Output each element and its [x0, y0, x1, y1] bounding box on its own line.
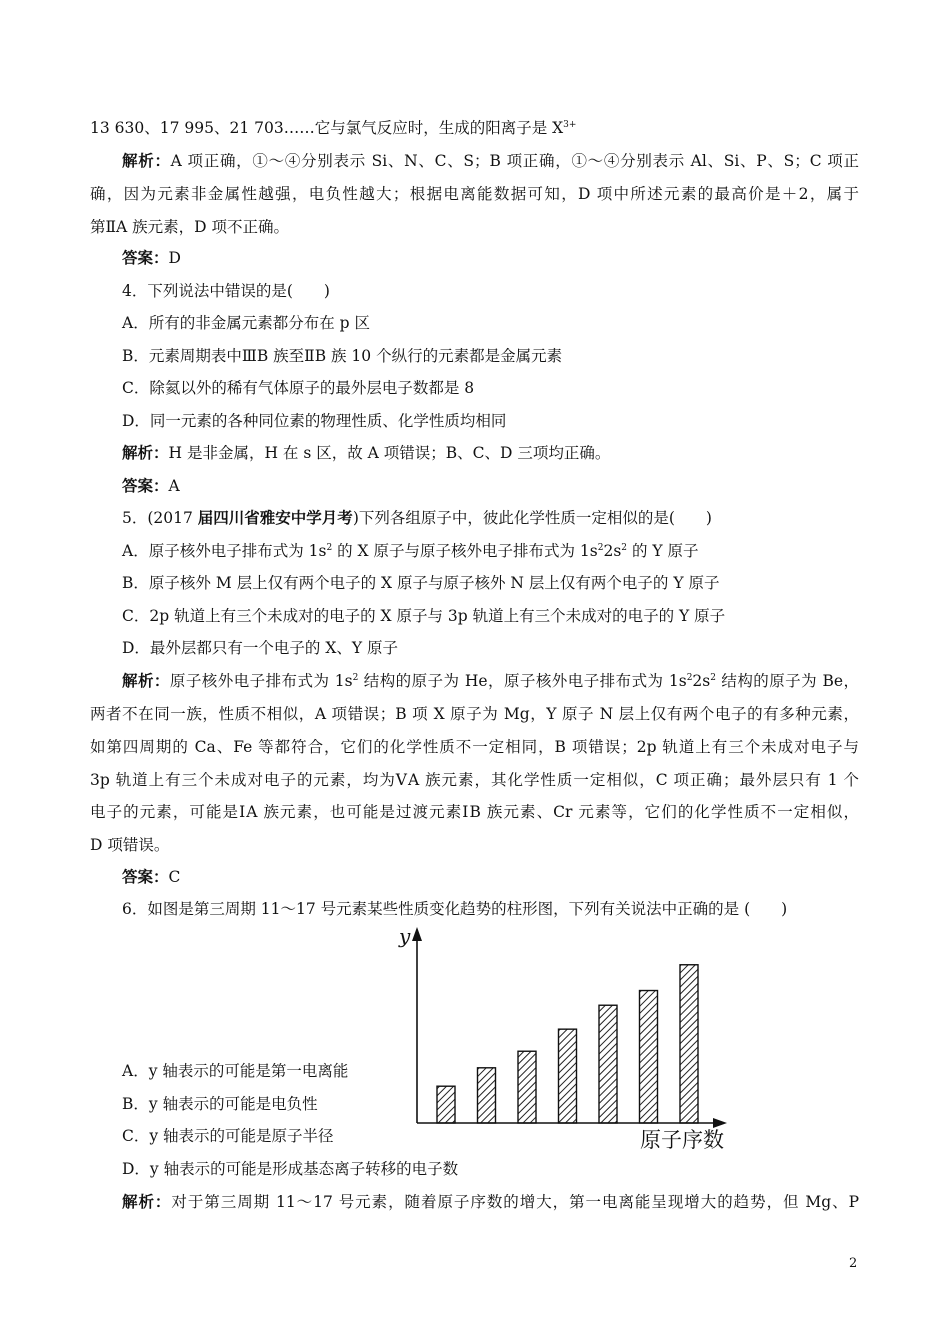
q5-analysis-line-6: D 项错误。	[90, 836, 170, 854]
bar-14	[559, 1029, 577, 1123]
bar-17	[680, 965, 698, 1123]
q5-analysis-line-5: 电子的元素，可能是ⅠA 族元素，也可能是过渡元素ⅠB 族元素、Cr 元素等，它们的化学性质不一定相似，	[90, 803, 859, 821]
q4-option-d: D．同一元素的各种同位素的物理性质、化学性质均相同	[122, 412, 507, 430]
continued-option-line	[90, 118, 576, 138]
answer-label: 答案：	[122, 248, 169, 267]
answer-label: 答案：	[122, 476, 169, 495]
q5-option-a-sup-3: 2	[621, 543, 628, 553]
x-axis-label: 原子序数	[640, 1128, 724, 1152]
q5-analysis-line-3: 如第四周期的 Ca、Fe 等都符合，它们的化学性质不一定相同，B 项错误；2p 轨道上有三个未成对电子与	[90, 738, 859, 756]
q6-option-a: A．y 轴表示的可能是第一电离能	[122, 1062, 349, 1080]
analysis-label: 解析：	[122, 671, 170, 690]
q5-option-a-part-4: 的 Y 原子	[627, 542, 699, 560]
q5-source: 届四川省雅安中学月考	[197, 508, 353, 527]
q5-analysis-line-2: 两者不在同一族，性质不相似，A 项错误；B 项 X 原子为 Mg，Y 原子 N 层上仅有两个电子的有多种元素，	[90, 705, 859, 723]
q4-answer-value: A	[168, 477, 180, 495]
q6-option-b: B．y 轴表示的可能是电负性	[122, 1095, 318, 1113]
bar-chart	[395, 925, 745, 1157]
x-axis-arrow	[713, 1118, 727, 1128]
q5-option-c: C．2p 轨道上有三个未成对的电子的 X 原子与 3p 轨道上有三个未成对的电子的 Y 原子	[122, 607, 726, 625]
q5-stem-text: )下列各组原子中，彼此化学性质一定相似的是( )	[352, 509, 712, 527]
q4-analysis-text: H 是非金属，H 在 s 区，故 A 项错误；B、C、D 三项均正确。	[168, 444, 611, 462]
page-number: 2	[849, 1256, 858, 1271]
q5-analysis-sup-3: 2	[710, 673, 716, 683]
q5-option-a-sup-1: 2	[326, 543, 333, 553]
bar-15	[599, 1005, 617, 1123]
q3-answer-value: D	[168, 249, 181, 267]
q5-option-b: B．原子核外 M 层上仅有两个电子的 X 原子与原子核外 N 层上仅有两个电子的 Y 原子	[122, 574, 720, 592]
q5-answer	[122, 867, 180, 887]
q4-option-b: B．元素周期表中ⅢB 族至ⅡB 族 10 个纵行的元素都是金属元素	[122, 347, 563, 365]
bar-11	[437, 1086, 455, 1123]
y-axis-arrow	[412, 927, 422, 941]
q5-option-a-sup-2: 2	[597, 543, 604, 553]
ion-charge-superscript: 3+	[563, 120, 577, 130]
q5-analysis-part-d: 结构的原子为 Be，	[715, 672, 859, 690]
q5-analysis-line-1	[122, 671, 859, 691]
analysis-label: 解析：	[122, 151, 171, 170]
q3-analysis-text-1: A 项正确，①～④分别表示 Si、N、C、S；B 项正确，①～④分别表示 Al、Si、P、S；C 项正	[170, 152, 859, 170]
q5-analysis-part-b: 结构的原子为 He，原子核外电子排布式为 1s	[358, 672, 687, 690]
bar-13	[518, 1051, 536, 1123]
q5-option-a-part-3: 2s	[603, 542, 622, 560]
q5-option-a-part-1: A．原子核外电子排布式为 1s	[122, 542, 327, 560]
q6-analysis-text: 对于第三周期 11～17 号元素，随着原子序数的增大，第一电离能呈现增大的趋势，但 Mg、P	[171, 1193, 859, 1211]
answer-label: 答案：	[122, 867, 169, 886]
q5-stem	[122, 508, 712, 528]
q6-option-c: C．y 轴表示的可能是原子半径	[122, 1127, 334, 1145]
q5-analysis-sup-1: 2	[352, 673, 359, 683]
q4-option-a: A．所有的非金属元素都分布在 p 区	[122, 314, 370, 332]
q6-option-d: D．y 轴表示的可能是形成基态离子转移的电子数	[122, 1160, 459, 1178]
q3-analysis-line-2: 确，因为元素非金属性越强，电负性越大；根据电离能数据可知，D 项中所述元素的最高价是＋2，属于	[90, 185, 859, 203]
q5-answer-value: C	[168, 868, 181, 886]
q6-stem: 6．如图是第三周期 11～17 号元素某些性质变化趋势的柱形图，下列有关说法中正确的是 ( )	[122, 900, 788, 918]
q4-analysis	[122, 443, 610, 463]
q5-stem-number: 5．(2017	[122, 509, 198, 527]
q4-answer	[122, 476, 180, 496]
q3-analysis-line-1	[122, 151, 859, 171]
q4-option-c: C．除氦以外的稀有气体原子的最外层电子数都是 8	[122, 379, 475, 397]
q4-stem: 4．下列说法中错误的是( )	[122, 282, 330, 300]
q3-answer	[122, 248, 181, 268]
y-axis-label: y	[399, 925, 411, 948]
q5-analysis-part-a: 原子核外电子排布式为 1s	[169, 672, 353, 690]
q5-option-a	[122, 541, 699, 561]
bar-12	[478, 1068, 496, 1123]
q5-option-a-part-2: 的 X 原子与原子核外电子排布式为 1s	[332, 542, 598, 560]
q5-analysis-sup-2: 2	[686, 673, 693, 683]
q5-analysis-line-4: 3p 轨道上有三个未成对电子的元素，均为ⅤA 族元素，其化学性质一定相似，C 项正确；最外层只有 1 个	[90, 771, 859, 789]
q5-option-d: D．最外层都只有一个电子的 X、Y 原子	[122, 639, 399, 657]
q3-analysis-line-3: 第ⅡA 族元素，D 项不正确。	[90, 218, 290, 236]
q6-analysis-line-1	[122, 1192, 859, 1212]
continued-option-text: 13 630、17 995、21 703……它与氯气反应时，生成的阳离子是 X	[90, 119, 564, 137]
bar-16	[640, 991, 658, 1123]
analysis-label: 解析：	[122, 1192, 172, 1211]
analysis-label: 解析：	[122, 443, 169, 462]
q5-analysis-part-c: 2s	[692, 672, 711, 690]
